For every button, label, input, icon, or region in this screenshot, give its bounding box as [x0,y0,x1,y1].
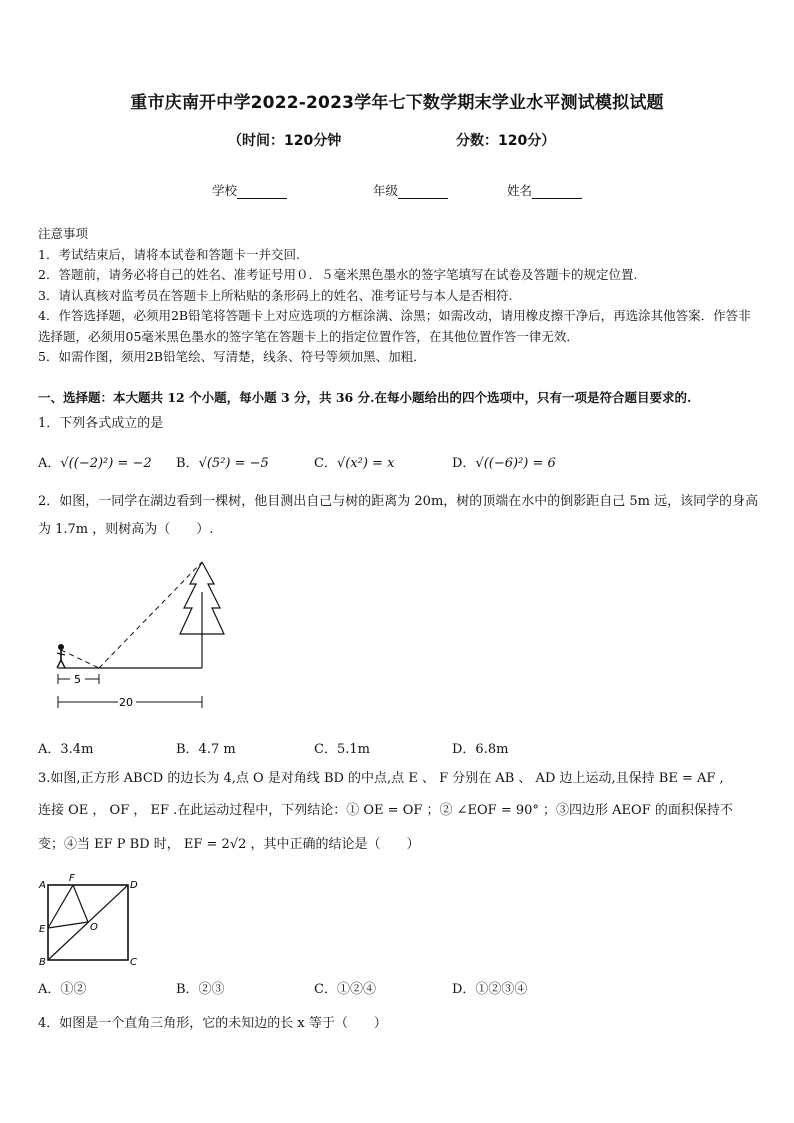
tree-right-outline [202,562,224,634]
q2-option-c: C．5.1m [314,742,370,757]
option-label: C． [314,456,337,471]
option-expr: √((−6)²) = 6 [475,456,556,471]
label-f: F [69,873,75,884]
school-field [212,181,287,199]
q3-stem-line1: 3.如图,正方形 ABCD 的边长为 4,点 O 是对角线 BD 的中点,点 E 、 F 分别在 AB 、 AD 边上运动,且保持 BE = AF , [38,771,724,786]
name-blank [532,186,582,199]
notes-heading: 注意事项 [38,226,89,241]
q1-option-c [314,452,394,471]
sight-line-tree [99,562,202,668]
q3-option-c: C．①②④ [314,982,376,997]
name-field [507,181,582,199]
option-label: A． [38,456,61,471]
label-e: E [39,924,46,935]
q1-option-b [176,452,269,471]
q2-option-d: D．6.8m [452,742,509,757]
section-heading: 一、选择题：本大题共 12 个小题，每小题 3 分，共 36 分.在每小题给出的四个选项中，只有一项是符合题目要求的. [38,390,692,405]
note-item: 3．请认真核对监考员在答题卡上所粘贴的条形码上的姓名、准考证号与本人是否相符. [38,287,513,303]
q1-option-a [38,452,152,471]
segment-eo [48,922,88,928]
tree-left-outline [180,562,202,634]
grade-field [373,181,448,199]
q3-stem-line3: 变；④当 EF P BD 时， EF = 2√2 ，其中正确的结论是（ ） [38,837,420,852]
q3-stem-line2: 连接 OE ， OF ， EF .在此运动过程中，下列结论：① OE = OF ；② ∠EOF = 90° ；③四边形 AEOF 的面积保持不 [38,803,733,818]
label-o: O [90,922,98,933]
option-expr: √(x²) = x [336,456,395,471]
sight-line-person [61,650,99,668]
q4-stem: 4．如图是一个直角三角形，它的未知边的长 x 等于（ ） [38,1016,387,1031]
grade-label: 年级 [373,183,399,198]
q3-option-b: B．②③ [176,982,225,997]
label-b: B [39,957,46,968]
q2-figure [44,556,234,716]
q2-option-a: A．3.4m [38,742,94,757]
option-label: B． [176,456,199,471]
option-expr: √((−2)²) = −2 [60,456,152,471]
person-leg [57,660,61,668]
label-d: D [130,880,138,891]
school-label: 学校 [212,183,238,198]
exam-score: 分数：120分） [456,133,556,149]
q3-option-a: A．①② [38,982,87,997]
person-head [58,644,64,650]
exam-time: （时间：120分钟 [228,133,342,149]
q2-option-b: B．4.7 m [176,742,236,757]
label-a: A [39,880,46,891]
dim-label-short: 5 [74,673,81,686]
q3-figure [36,868,146,968]
label-c: C [130,957,137,968]
q2-stem: 2．如图，一同学在湖边看到一棵树，他目测出自己与树的距离为 20m，树的顶端在水中的倒影距自己 5m 远，该同学的身高为 1.7m ，则树高为（ ）. [38,494,759,537]
option-expr: √(5²) = −5 [198,456,269,471]
segment-fo [73,885,88,922]
note-item: 1．考试结束后，请将本试卷和答题卡一并交回. [38,246,300,262]
option-label: D． [452,456,476,471]
note-item: 4．作答选择题，必须用2B铅笔将答题卡上对应选项的方框涂满、涂黑；如需改动，请用橡皮擦干净后，再选涂其他答案．作答非选择题，必须用05毫米黑色墨水的签字笔在答题卡上的指定位置作答，在其他位置作答一律无效． [38,308,751,344]
segment-ef [48,885,73,928]
notes-block [38,224,760,368]
note-item: 5．如需作图，须用2B铅笔绘、写清楚，线条、符号等须加黑、加粗． [38,349,426,364]
q1-option-d [452,452,556,471]
q3-option-d: D．①②③④ [452,982,528,997]
dim-label-long: 20 [119,696,133,709]
person-leg [61,660,65,668]
grade-blank [398,186,448,199]
name-label: 姓名 [507,183,533,198]
q1-stem: 1．下列各式成立的是 [38,416,164,431]
exam-title: 重市庆南开中学2022-2023学年七下数学期末学业水平测试模拟试题 [130,93,664,113]
note-item: 2．答题前，请务必将自己的姓名、准考证号用０．５毫米黑色墨水的签字笔填写在试卷及答题卡的规定位置. [38,267,638,282]
school-blank [237,186,287,199]
